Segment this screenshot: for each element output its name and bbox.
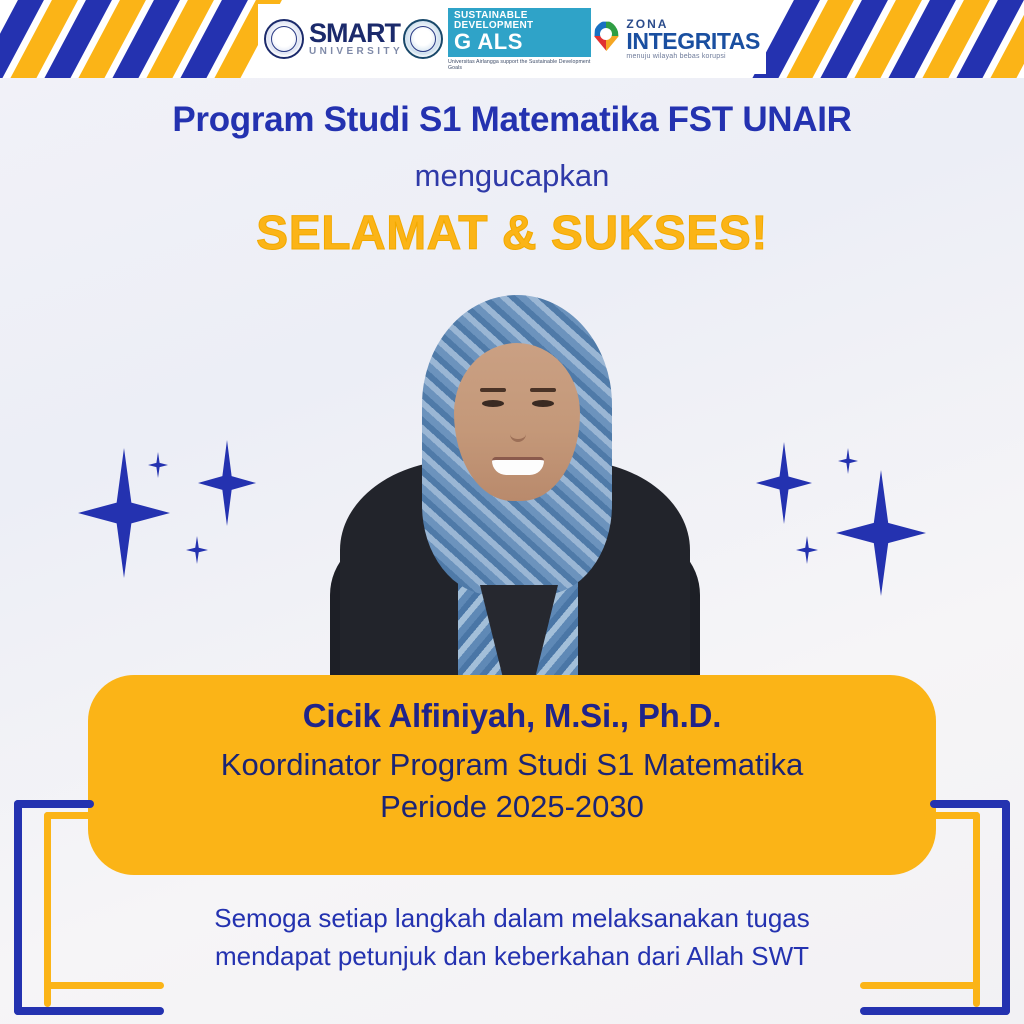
photo-face xyxy=(454,343,580,501)
sparkle-icon xyxy=(186,536,208,564)
sparkle-icon xyxy=(838,448,858,474)
smart-logo-line1: SMART xyxy=(309,18,400,49)
university-seal-icon xyxy=(264,19,304,59)
corner-bracket-right-blue-cap xyxy=(930,800,1010,808)
page-title: Program Studi S1 Matematika FST UNAIR xyxy=(172,100,852,139)
prayer-line-2: mendapat petunjuk dan keberkahan dari Allah SWT xyxy=(214,940,810,971)
congratulations-headline: SELAMAT & SUKSES! xyxy=(256,207,768,260)
top-stripe-band xyxy=(0,0,1024,78)
sparkle-icon xyxy=(198,440,256,526)
prayer-line-1: Semoga setiap langkah dalam melaksanakan tugas xyxy=(214,903,810,933)
sdg-line1: SUSTAINABLE xyxy=(454,9,528,21)
corner-bracket-right-yellow-h xyxy=(860,982,980,989)
unair-seal-icon xyxy=(403,19,443,59)
zi-line2: INTEGRITAS xyxy=(626,28,760,54)
photo-smile xyxy=(492,457,544,475)
sparkle-icon xyxy=(796,536,818,564)
corner-bracket-right-yellow-cap xyxy=(924,812,980,819)
photo-eyebrow-right xyxy=(530,388,556,392)
smart-logo-line2: UNIVERSITY xyxy=(309,46,404,58)
person-name: Cicik Alfiniyah, M.Si., Ph.D. xyxy=(302,697,722,734)
sparkle-icon xyxy=(78,448,170,578)
corner-bracket-left-blue xyxy=(14,800,22,1015)
portrait-photo xyxy=(330,285,700,705)
corner-bracket-right-blue xyxy=(1002,800,1010,1015)
corner-bracket-left-blue-h xyxy=(14,1007,164,1015)
corner-bracket-right-yellow xyxy=(973,812,980,1007)
photo-eye-left xyxy=(482,400,504,407)
sparkle-icon xyxy=(836,470,926,596)
page-subtitle: mengucapkan xyxy=(414,158,610,193)
photo-eyebrow-left xyxy=(480,388,506,392)
sdg-logo xyxy=(403,8,591,71)
logo-strip xyxy=(258,4,766,74)
zi-line1: ZONA xyxy=(626,17,669,31)
corner-bracket-left-yellow-h xyxy=(44,982,164,989)
sparkle-icon xyxy=(148,452,168,478)
location-pin-icon xyxy=(591,21,621,57)
zi-line3: menuju wilayah bebas korupsi xyxy=(626,53,726,60)
sdg-caption: Universitas Airlangga support the Sustainable Development Goals xyxy=(448,58,591,71)
sdg-line3: G ALS xyxy=(454,28,523,54)
photo-eye-right xyxy=(532,400,554,407)
headings-block xyxy=(0,100,1024,261)
corner-bracket-right-blue-h xyxy=(860,1007,1010,1015)
corner-bracket-left-blue-cap xyxy=(14,800,94,808)
sdg-line2: DEVELOPMENT xyxy=(454,19,534,31)
corner-bracket-left-yellow-cap xyxy=(44,812,100,819)
smart-university-logo xyxy=(264,19,403,59)
name-card xyxy=(88,675,936,875)
person-role: Koordinator Program Studi S1 Matematika xyxy=(220,747,804,782)
corner-bracket-left-yellow xyxy=(44,812,51,1007)
person-period: Periode 2025-2030 xyxy=(380,789,644,824)
prayer-text xyxy=(0,900,1024,975)
zona-integritas-logo xyxy=(591,18,760,60)
sparkle-icon xyxy=(756,442,812,524)
